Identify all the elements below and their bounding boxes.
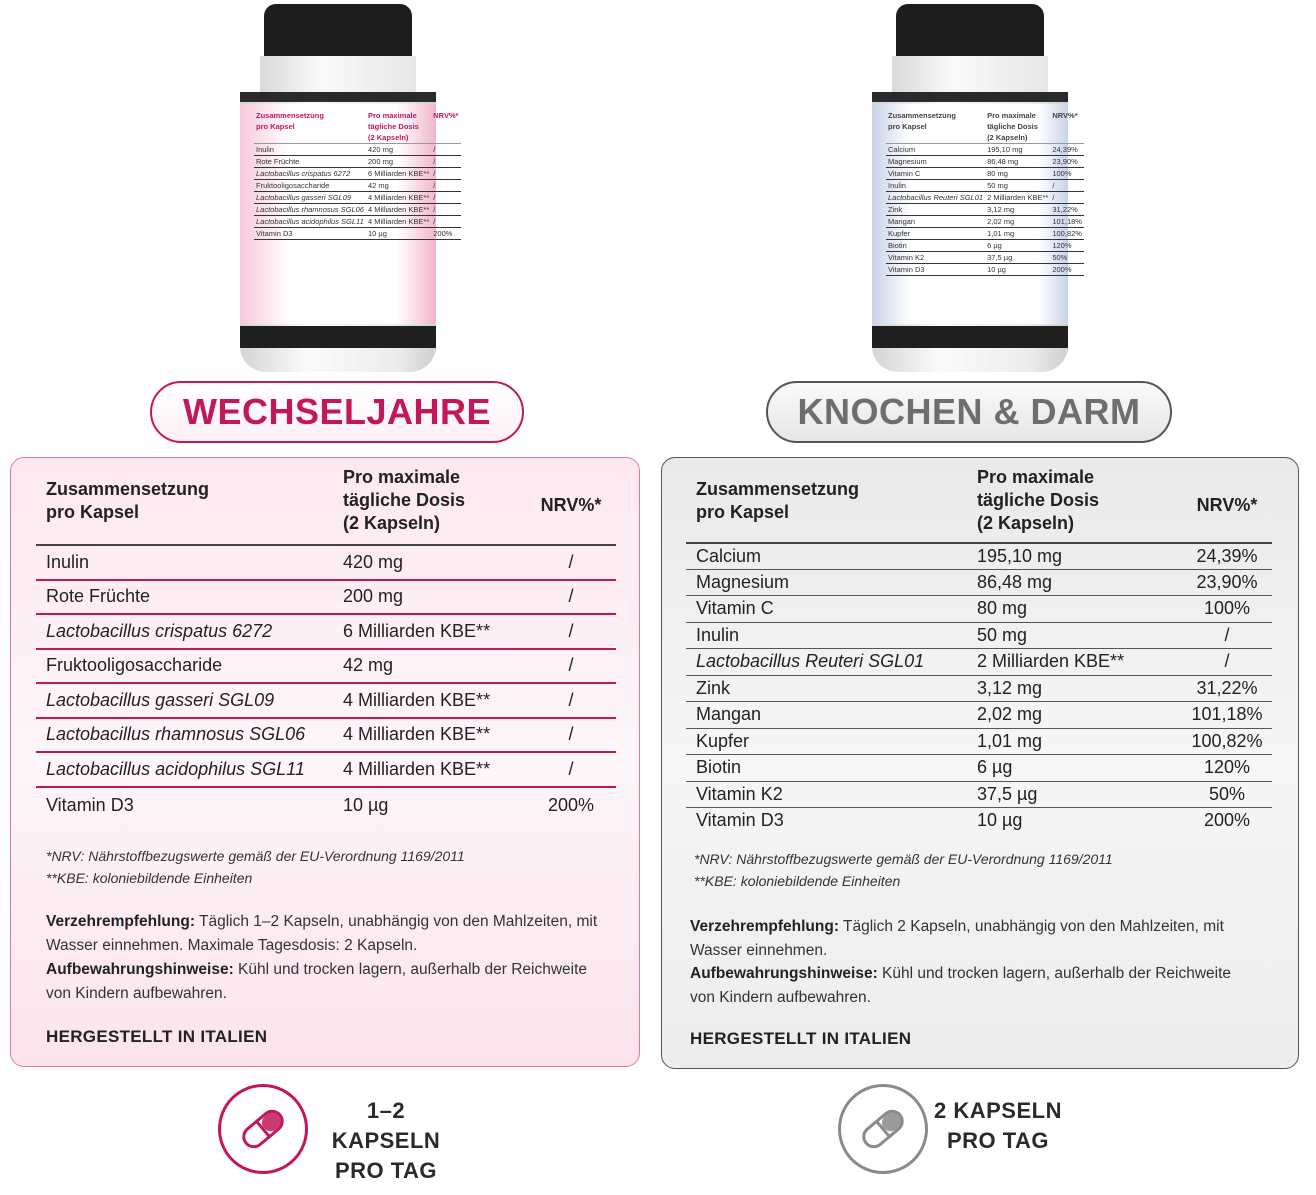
storage-text: Aufbewahrungshinweise: Kühl und trocken lagern, außerhalb der Reichweite von Kindern aufbewahren. <box>690 965 1232 1006</box>
table-header <box>686 466 1272 542</box>
mini-header: Zusammensetzung pro Kapsel Pro maximale tägliche Dosis (2 Kapseln) NRV%* <box>886 110 1084 144</box>
ingredient-dose: 80 mg <box>977 598 1028 619</box>
ingredient-dose: 42 mg <box>343 655 394 676</box>
ingredient-name: Mangan <box>696 704 762 725</box>
ingredient-nrv: / <box>568 620 574 641</box>
capsule-icon <box>838 1084 928 1174</box>
ingredient-nrv: / <box>568 724 574 745</box>
mini-header: Zusammensetzung pro Kapsel Pro maximale tägliche Dosis (2 Kapseln) NRV%* <box>256 111 459 142</box>
ingredients-table-knochen-darm <box>686 466 1272 836</box>
table-row <box>36 579 616 614</box>
product-title-knochen-darm: KNOCHEN & DARM <box>766 381 1172 443</box>
ingredient-dose: 195,10 mg <box>977 545 1063 566</box>
ingredient-nrv: 24,39% <box>1196 545 1258 566</box>
table-row <box>36 613 616 648</box>
mini-row: Fruktooligosaccharide 42 mg / <box>254 180 461 192</box>
ingredient-name: Lactobacillus acidophilus SGL11 <box>46 758 305 779</box>
made-in-italy: HERGESTELLT IN ITALIEN <box>690 1029 912 1048</box>
mini-row: Lactobacillus rhamnosus SGL06 4 Milliarden KBE** / <box>254 204 461 216</box>
ingredient-name: Lactobacillus crispatus 6272 <box>46 620 273 641</box>
table-row <box>686 542 1272 569</box>
header-composition: Zusammensetzung pro Kapsel <box>696 479 860 522</box>
ingredient-nrv: / <box>568 551 574 572</box>
ingredient-nrv: / <box>1224 624 1230 645</box>
footnote-kbe: **KBE: koloniebildende Einheiten <box>694 873 901 889</box>
mini-row: Calcium 195,10 mg 24,39% <box>886 144 1084 156</box>
ingredient-dose: 200 mg <box>343 586 404 607</box>
table-row <box>36 751 616 786</box>
footnotes <box>694 848 1254 892</box>
ingredient-dose: 6 Milliarden KBE** <box>343 620 491 641</box>
ingredient-name: Inulin <box>46 551 90 572</box>
bottle-label-table <box>886 110 1082 276</box>
footnote-kbe: **KBE: koloniebildende Einheiten <box>46 870 253 886</box>
header-composition: Zusammensetzung pro Kapsel <box>46 479 210 522</box>
ingredient-name: Zink <box>696 677 731 698</box>
bottle-cap <box>896 4 1045 60</box>
ingredient-nrv: / <box>568 586 574 607</box>
mini-row: Rote Früchte 200 mg / <box>254 156 461 168</box>
header-dose: Pro maximale tägliche Dosis (2 Kapseln) <box>977 467 1100 533</box>
table-row <box>686 675 1272 702</box>
mini-row: Magnesium 86,48 mg 23,90% <box>886 156 1084 168</box>
ingredient-name: Kupfer <box>696 730 750 751</box>
mini-row: Vitamin D3 10 µg 200% <box>886 264 1084 276</box>
ingredient-name: Inulin <box>696 624 740 645</box>
ingredient-nrv: / <box>1224 651 1230 672</box>
ingredient-name: Rote Früchte <box>46 586 151 607</box>
header-nrv: NRV%* <box>1196 495 1258 515</box>
table-row <box>686 781 1272 808</box>
ingredient-nrv: 200% <box>547 795 595 815</box>
bottle-cap <box>264 4 413 60</box>
ingredient-dose: 420 mg <box>343 551 404 572</box>
ingredient-dose: 37,5 µg <box>977 783 1038 804</box>
product-title-wechseljahre: WECHSELJAHRE <box>150 381 524 443</box>
footnotes <box>46 845 606 889</box>
ingredient-dose: 4 Milliarden KBE** <box>343 689 491 710</box>
header-nrv: NRV%* <box>540 495 602 515</box>
table-row <box>36 717 616 752</box>
mini-row: Inulin 420 mg / <box>254 144 461 156</box>
usage-label: Verzehrempfehlung: <box>46 913 195 930</box>
mini-row: Lactobacillus crispatus 6272 6 Milliarden KBE** / <box>254 168 461 180</box>
ingredient-name: Vitamin D3 <box>696 810 784 831</box>
ingredient-name: Lactobacillus rhamnosus SGL06 <box>46 724 306 745</box>
ingredient-nrv: / <box>568 655 574 676</box>
ingredient-nrv: / <box>568 758 574 779</box>
capsule-icon <box>218 1084 308 1174</box>
ingredient-nrv: 100% <box>1203 598 1251 619</box>
ingredient-name: Lactobacillus Reuteri SGL01 <box>696 651 925 672</box>
table-row <box>36 648 616 683</box>
ingredient-dose: 3,12 mg <box>977 677 1043 698</box>
ingredient-dose: 50 mg <box>977 624 1028 645</box>
usage-text: Verzehrempfehlung: Täglich 2 Kapseln, unabhängig von den Mahlzeiten, mit Wasser einnehmen. <box>690 918 1224 959</box>
ingredient-dose: 10 µg <box>343 795 389 815</box>
ingredient-dose: 4 Milliarden KBE** <box>343 758 491 779</box>
table-row <box>36 786 616 824</box>
ingredient-dose: 1,01 mg <box>977 730 1043 751</box>
table-row <box>36 544 616 579</box>
made-in-italy: HERGESTELLT IN ITALIEN <box>46 1027 268 1046</box>
ingredient-nrv: / <box>568 689 574 710</box>
ingredient-name: Lactobacillus gasseri SGL09 <box>46 689 275 710</box>
ingredient-dose: 6 µg <box>977 757 1013 778</box>
ingredient-dose: 86,48 mg <box>977 571 1053 592</box>
usage-text: Verzehrempfehlung: Täglich 1–2 Kapseln, unabhängig von den Mahlzeiten, mit Wasser einnehmen. Maximale Tagesdosis: 2 Kapseln. <box>46 913 598 954</box>
mini-row: Inulin 50 mg / <box>886 180 1084 192</box>
ingredient-nrv: 200% <box>1203 810 1251 831</box>
mini-row: Biotin 6 µg 120% <box>886 240 1084 252</box>
ingredient-nrv: 101,18% <box>1191 704 1263 725</box>
table-row <box>686 622 1272 649</box>
footnote-nrv: *NRV: Nährstoffbezugswerte gemäß der EU-Verordnung 1169/2011 <box>46 848 465 864</box>
ingredient-dose: 2,02 mg <box>977 704 1043 725</box>
dose-badge-text: 1–2 KAPSELN PRO TAG <box>331 1098 441 1183</box>
ingredient-name: Vitamin D3 <box>46 795 134 815</box>
ingredient-nrv: 23,90% <box>1196 571 1258 592</box>
storage-text: Aufbewahrungshinweise: Kühl und trocken lagern, außerhalb der Reichweite von Kindern aufbewahren. <box>46 961 588 1002</box>
mini-row: Lactobacillus acidophilus SGL11 4 Milliarden KBE** / <box>254 216 461 228</box>
usage-label: Verzehrempfehlung: <box>690 918 839 935</box>
ingredient-nrv: 50% <box>1208 783 1246 804</box>
ingredient-nrv: 31,22% <box>1196 677 1258 698</box>
mini-row: Zink 3,12 mg 31,22% <box>886 204 1084 216</box>
ingredient-name: Magnesium <box>696 571 790 592</box>
header-dose: Pro maximale tägliche Dosis (2 Kapseln) <box>343 467 466 533</box>
mini-row: Mangan 2,02 mg 101,18% <box>888 217 1082 226</box>
product-bottle-knochen-darm <box>872 4 1082 372</box>
ingredient-dose: 2 Milliarden KBE** <box>977 651 1125 672</box>
product-bottle-wechseljahre <box>240 4 459 372</box>
mini-row: Vitamin C 80 mg 100% <box>886 168 1084 180</box>
table-row <box>686 595 1272 622</box>
table-header <box>36 466 616 544</box>
table-row <box>686 754 1272 781</box>
mini-row: Kupfer 1,01 mg 100,82% <box>888 229 1082 238</box>
ingredient-name: Biotin <box>696 757 742 778</box>
ingredient-name: Vitamin K2 <box>696 783 783 804</box>
mini-row: Vitamin K2 37,5 µg 50% <box>886 252 1084 264</box>
ingredient-name: Calcium <box>696 545 762 566</box>
ingredient-dose: 4 Milliarden KBE** <box>343 724 491 745</box>
mini-row: Lactobacillus Reuteri SGL01 2 Milliarden KBE** / <box>886 192 1084 204</box>
storage-label: Aufbewahrungshinweise: <box>690 965 878 982</box>
table-row <box>686 648 1272 675</box>
ingredient-nrv: 100,82% <box>1191 730 1263 751</box>
table-row <box>686 807 1272 834</box>
table-row <box>686 728 1272 755</box>
footnote-nrv: *NRV: Nährstoffbezugswerte gemäß der EU-Verordnung 1169/2011 <box>694 851 1113 867</box>
ingredient-name: Fruktooligosaccharide <box>46 655 223 676</box>
ingredient-name: Vitamin C <box>696 598 774 619</box>
bottle-label-table <box>254 110 459 240</box>
mini-row: Lactobacillus gasseri SGL09 4 Milliarden KBE** / <box>254 192 461 204</box>
mini-row: Vitamin D3 10 µg 200% <box>254 228 461 240</box>
ingredient-nrv: 120% <box>1203 757 1251 778</box>
storage-label: Aufbewahrungshinweise: <box>46 961 234 978</box>
dose-badge-text: 2 KAPSELN PRO TAG <box>934 1098 1062 1153</box>
table-row <box>686 569 1272 596</box>
table-row <box>686 701 1272 728</box>
ingredient-dose: 10 µg <box>977 810 1023 831</box>
ingredients-table-wechseljahre <box>36 466 616 836</box>
table-row <box>36 682 616 717</box>
